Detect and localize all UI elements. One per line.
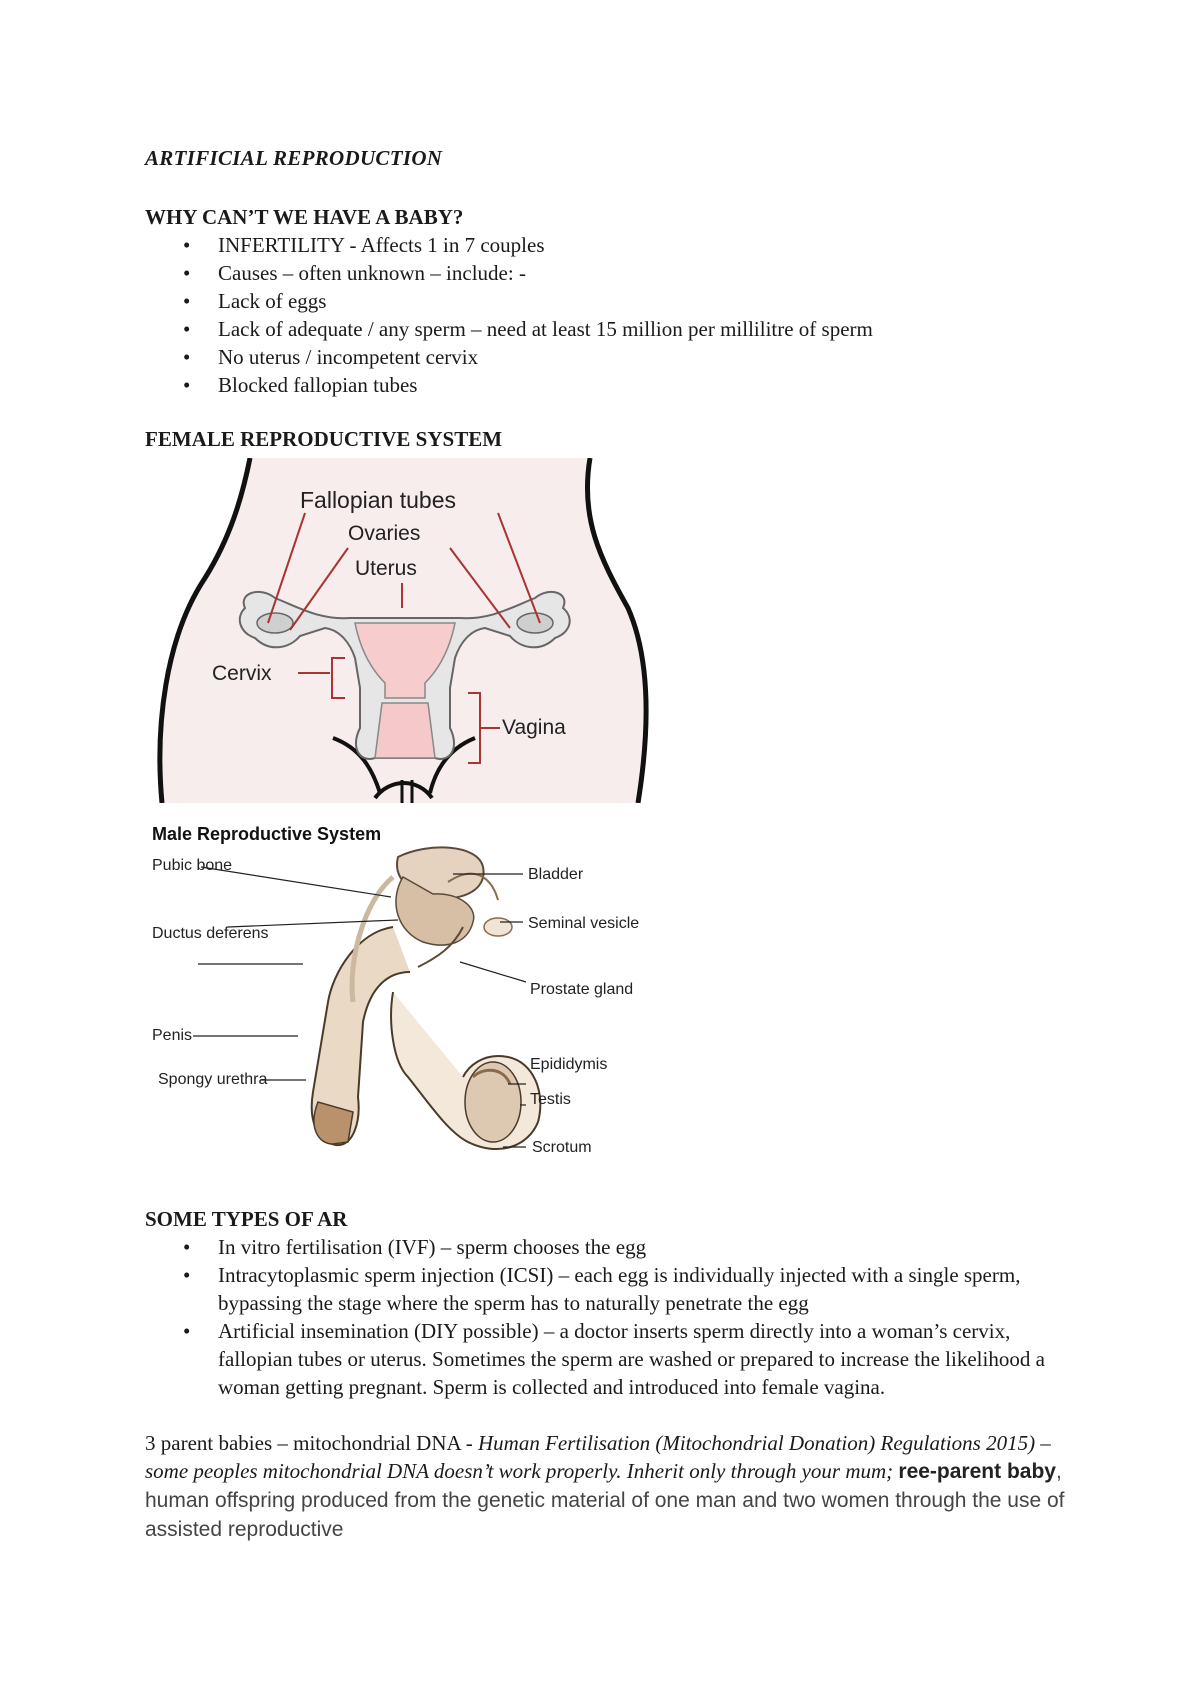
list-item: • Intracytoplasmic sperm injection (ICSI) – each egg is individually injected with a single sperm, bypassing the stage where the sperm has to naturally penetrate the egg: [145, 1261, 1065, 1317]
male-diagram-title: Male Reproductive System: [152, 824, 382, 844]
document-title: ARTIFICIAL REPRODUCTION: [145, 146, 443, 170]
label-prostate-gland: Prostate gland: [530, 981, 634, 998]
three-parent-paragraph: [145, 1429, 1075, 1544]
label-spongy-urethra: Spongy urethra: [158, 1071, 268, 1088]
list-item: • Causes – often unknown – include: -: [145, 259, 1065, 287]
label-seminal-vesicle: Seminal vesicle: [528, 915, 640, 932]
section-heading-ar-types: SOME TYPES OF AR: [145, 1207, 348, 1231]
list-item: • Lack of adequate / any sperm – need at least 15 million per millilitre of sperm: [145, 315, 1065, 343]
male-reproductive-diagram: [148, 822, 668, 1174]
label-pubic-bone: Pubic bone: [152, 857, 233, 874]
infertility-list: [145, 231, 1065, 399]
list-item: • No uterus / incompetent cervix: [145, 343, 1065, 371]
list-item: • Artificial insemination (DIY possible) – a doctor inserts sperm directly into a woman’s cervix, fallopian tubes or uterus. Sometimes the sperm are washed or prepared to increase the likelihood a woman getting pregnant. Sperm is collected and introduced into female vagina.: [145, 1317, 1065, 1401]
label-testis: Testis: [530, 1091, 571, 1108]
label-epididymis: Epididymis: [530, 1056, 608, 1073]
label-ovaries: Ovaries: [348, 522, 421, 545]
section-heading-infertility: WHY CAN’T WE HAVE A BABY?: [145, 205, 464, 229]
list-item: • Lack of eggs: [145, 287, 1065, 315]
list-item: • INFERTILITY - Affects 1 in 7 couples: [145, 231, 1065, 259]
label-scrotum: Scrotum: [532, 1139, 592, 1156]
female-reproductive-diagram: [150, 458, 660, 803]
label-fallopian-tubes: Fallopian tubes: [300, 487, 456, 513]
label-vagina: Vagina: [502, 716, 566, 739]
paragraph-bold-term: ree-parent baby: [898, 1460, 1056, 1483]
list-item: • Blocked fallopian tubes: [145, 371, 1065, 399]
label-bladder: Bladder: [528, 866, 584, 883]
label-penis: Penis: [152, 1027, 193, 1044]
paragraph-plain-text: 3 parent babies – mitochondrial DNA -: [145, 1431, 479, 1455]
label-cervix: Cervix: [212, 662, 272, 685]
paragraph-definition-text: , human offspring produced from the genetic material of one man and two women through the use of assisted reproductive: [145, 1460, 1065, 1541]
label-uterus: Uterus: [355, 557, 417, 580]
section-heading-female: FEMALE REPRODUCTIVE SYSTEM: [145, 427, 503, 451]
list-item: • In vitro fertilisation (IVF) – sperm chooses the egg: [145, 1233, 1065, 1261]
paragraph-italic-text: Human Fertilisation (Mitochondrial Donation) Regulations 2015) – some peoples mitochondrial DNA doesn’t work properly. Inherit only through your mum;: [145, 1431, 1051, 1483]
ar-types-list: [145, 1233, 1065, 1401]
label-ductus-deferens: Ductus deferens: [152, 925, 269, 942]
